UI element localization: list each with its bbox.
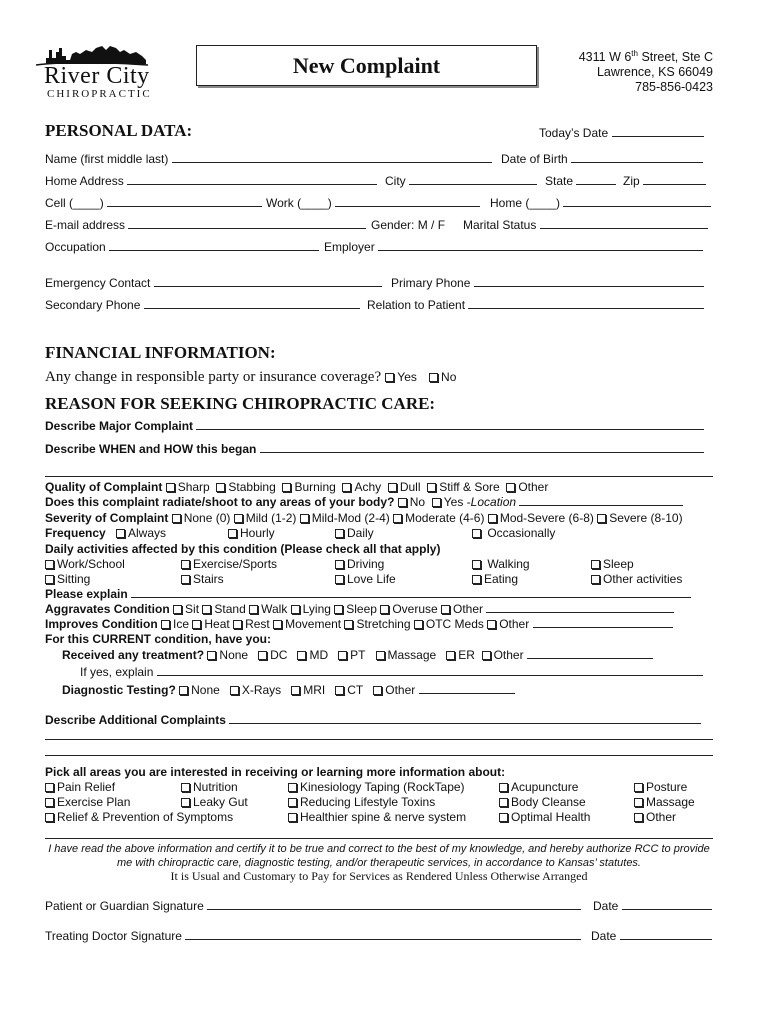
aggravates-row: Aggravates Condition Sit Stand Walk Lying Sleep Overuse Other [45,602,674,616]
patient-signature-field[interactable]: Patient or Guardian Signature [45,899,581,913]
interest-other[interactable]: Other [634,810,676,824]
severity-none-checkbox[interactable] [172,514,181,523]
marital-status-field[interactable]: Marital Status [463,218,708,232]
work-phone-field[interactable]: Work (____) [266,196,480,210]
interest-posture[interactable]: Posture [634,780,687,794]
zip-field[interactable]: Zip [623,174,706,188]
improves-movement-checkbox[interactable] [273,620,282,629]
interest-acupuncture[interactable]: Acupuncture [499,780,578,794]
daily-work[interactable]: Work/School [45,557,125,571]
aggravates-overuse-checkbox[interactable] [380,605,389,614]
daily-sitting[interactable]: Sitting [45,572,90,586]
quality-stabbing-checkbox[interactable] [216,483,225,492]
insurance-no-checkbox[interactable] [429,373,438,382]
radiate-yes-checkbox[interactable] [432,498,441,507]
home-address-field[interactable]: Home Address [45,174,377,188]
interests-label: Pick all areas you are interested in receiving or learning more information about: [45,765,506,779]
major-complaint-field[interactable]: Describe Major Complaint [45,419,704,433]
state-field[interactable]: State [545,174,616,188]
radiate-location-input[interactable] [519,495,683,506]
daily-activities-label: Daily activities affected by this condition (Please check all that apply) [45,542,441,556]
secondary-phone-field[interactable]: Secondary Phone [45,298,360,312]
todays-date-field[interactable]: Today’s Date [539,126,704,140]
form-title: New Complaint [196,45,537,86]
daily-love-life[interactable]: Love Life [335,572,396,586]
aggravates-other-checkbox[interactable] [441,605,450,614]
interest-relief-prevention[interactable]: Relief & Prevention of Symptoms [45,810,233,824]
logo-subtitle: CHIROPRACTIC [47,88,152,100]
diagnostic-row: Diagnostic Testing? None X-Rays MRI CT Other [62,683,515,697]
quality-sharp-checkbox[interactable] [166,483,175,492]
personal-data-heading: PERSONAL DATA: [45,121,193,140]
interest-lifestyle-toxins[interactable]: Reducing Lifestyle Toxins [288,795,435,809]
daily-driving[interactable]: Driving [335,557,384,571]
treatment-other-checkbox[interactable] [482,651,491,660]
daily-other[interactable]: Other activities [591,572,682,586]
city-field[interactable]: City [385,174,537,188]
interest-exercise-plan[interactable]: Exercise Plan [45,795,130,809]
severity-mildmod-checkbox[interactable] [300,514,309,523]
employer-field[interactable]: Employer [324,240,703,254]
interest-optimal-health[interactable]: Optimal Health [499,810,590,824]
home-phone-field[interactable]: Home (____) [490,196,711,210]
aggravates-sleep-checkbox[interactable] [334,605,343,614]
radiate-no-checkbox[interactable] [398,498,407,507]
please-explain-field[interactable]: Please explain [45,587,691,601]
additional-line-2[interactable] [45,739,713,740]
aggravates-sit-checkbox[interactable] [173,605,182,614]
name-field[interactable]: Name (first middle last) [45,152,492,166]
gender-field[interactable]: Gender: M / F [371,218,446,232]
diagnostic-xrays-checkbox[interactable] [230,686,239,695]
diagnostic-other-checkbox[interactable] [373,686,382,695]
frequency-occasionally[interactable]: Occasionally [472,526,555,540]
improves-ice-checkbox[interactable] [161,620,170,629]
if-yes-explain-field[interactable]: If yes, explain [80,665,703,679]
interest-kinesiology[interactable]: Kinesiology Taping (RockTape) [288,780,465,794]
diagnostic-ct-checkbox[interactable] [335,686,344,695]
occupation-field[interactable]: Occupation [45,240,319,254]
severity-row: Severity of Complaint None (0) Mild (1-2) Mild-Mod (2-4) Moderate (4-6) Mod-Severe (6-8) Severe (8-10) [45,511,683,525]
divider [45,838,713,839]
when-how-field[interactable]: Describe WHEN and HOW this began [45,442,704,456]
additional-line-3[interactable] [45,755,713,756]
treatment-dc-checkbox[interactable] [258,651,267,660]
quality-other-checkbox[interactable] [506,483,515,492]
treatment-none-checkbox[interactable] [207,651,216,660]
daily-exercise[interactable]: Exercise/Sports [181,557,277,571]
daily-sleep[interactable]: Sleep [591,557,634,571]
aggravates-lying-checkbox[interactable] [291,605,300,614]
additional-complaints-field[interactable]: Describe Additional Complaints [45,713,701,727]
quality-achy-checkbox[interactable] [342,483,351,492]
interest-pain-relief[interactable]: Pain Relief [45,780,115,794]
financial-heading: FINANCIAL INFORMATION: [45,343,276,362]
quality-dull-checkbox[interactable] [388,483,397,492]
improves-stretching-checkbox[interactable] [344,620,353,629]
emergency-contact-field[interactable]: Emergency Contact [45,276,382,290]
improves-other-checkbox[interactable] [487,620,496,629]
treatment-er-checkbox[interactable] [446,651,455,660]
interest-body-cleanse[interactable]: Body Cleanse [499,795,586,809]
dob-field[interactable]: Date of Birth [501,152,703,166]
interest-leaky-gut[interactable]: Leaky Gut [181,795,248,809]
primary-phone-field[interactable]: Primary Phone [391,276,704,290]
severity-mild-checkbox[interactable] [234,514,243,523]
daily-eating[interactable]: Eating [472,572,518,586]
frequency-hourly[interactable]: Hourly [228,526,275,540]
relation-field[interactable]: Relation to Patient [367,298,704,312]
diagnostic-mri-checkbox[interactable] [291,686,300,695]
clinic-address: 4311 W 6th Street, Ste C Lawrence, KS 66049 785-856-0423 [578,49,713,95]
interest-massage[interactable]: Massage [634,795,695,809]
cell-phone-field[interactable]: Cell (____) [45,196,262,210]
severity-modsevere-checkbox[interactable] [488,514,497,523]
treatment-massage-checkbox[interactable] [376,651,385,660]
current-condition-label: For this CURRENT condition, have you: [45,632,272,646]
quality-burning-checkbox[interactable] [282,483,291,492]
when-how-line-2[interactable] [45,476,713,477]
treatment-md-checkbox[interactable] [297,651,306,660]
severity-severe-checkbox[interactable] [597,514,606,523]
quality-stiff-checkbox[interactable] [427,483,436,492]
frequency-label: Frequency [45,526,106,540]
patient-signature-date[interactable]: Date [593,899,712,913]
interest-nutrition[interactable]: Nutrition [181,780,238,794]
reason-heading: REASON FOR SEEKING CHIROPRACTIC CARE: [45,394,436,413]
improves-rest-checkbox[interactable] [233,620,242,629]
frequency-daily[interactable]: Daily [335,526,374,540]
doctor-signature-date[interactable]: Date [591,929,712,943]
aggravates-stand-checkbox[interactable] [202,605,211,614]
daily-stairs[interactable]: Stairs [181,572,224,586]
certification-text: I have read the above information and certify it to be true and correct to the best of my knowledge, and hereby authorize RCC to provide me with chiropractic care, diagnostic testing, and/or therapeutic services, in accordance to Kansas’ statutes. [48,843,710,869]
email-field[interactable]: E-mail address [45,218,366,232]
improves-heat-checkbox[interactable] [192,620,201,629]
doctor-signature-field[interactable]: Treating Doctor Signature [45,929,581,943]
logo-name: River City [44,63,150,89]
diagnostic-none-checkbox[interactable] [179,686,188,695]
radiate-row: Does this complaint radiate/shoot to any areas of your body? No Yes -Location [45,495,683,509]
frequency-always[interactable]: Always [116,526,166,540]
improves-row: Improves Condition Ice Heat Rest Movement Stretching OTC Meds Other [45,617,673,631]
insurance-yes-checkbox[interactable] [385,373,394,382]
aggravates-walk-checkbox[interactable] [249,605,258,614]
quality-row: Quality of Complaint Sharp Stabbing Burning Achy Dull Stiff & Sore Other [45,480,549,494]
improves-otc-checkbox[interactable] [414,620,423,629]
insurance-change-question: Any change in responsible party or insurance coverage? Yes No [45,369,457,385]
treatment-row: Received any treatment? None DC MD PT Massage ER Other [62,648,653,662]
treatment-pt-checkbox[interactable] [338,651,347,660]
interest-healthier-spine[interactable]: Healthier spine & nerve system [288,810,466,824]
payment-note: It is Usual and Customary to Pay for Services as Rendered Unless Otherwise Arranged [170,869,588,883]
severity-moderate-checkbox[interactable] [393,514,402,523]
daily-walking[interactable]: Walking [472,557,530,571]
